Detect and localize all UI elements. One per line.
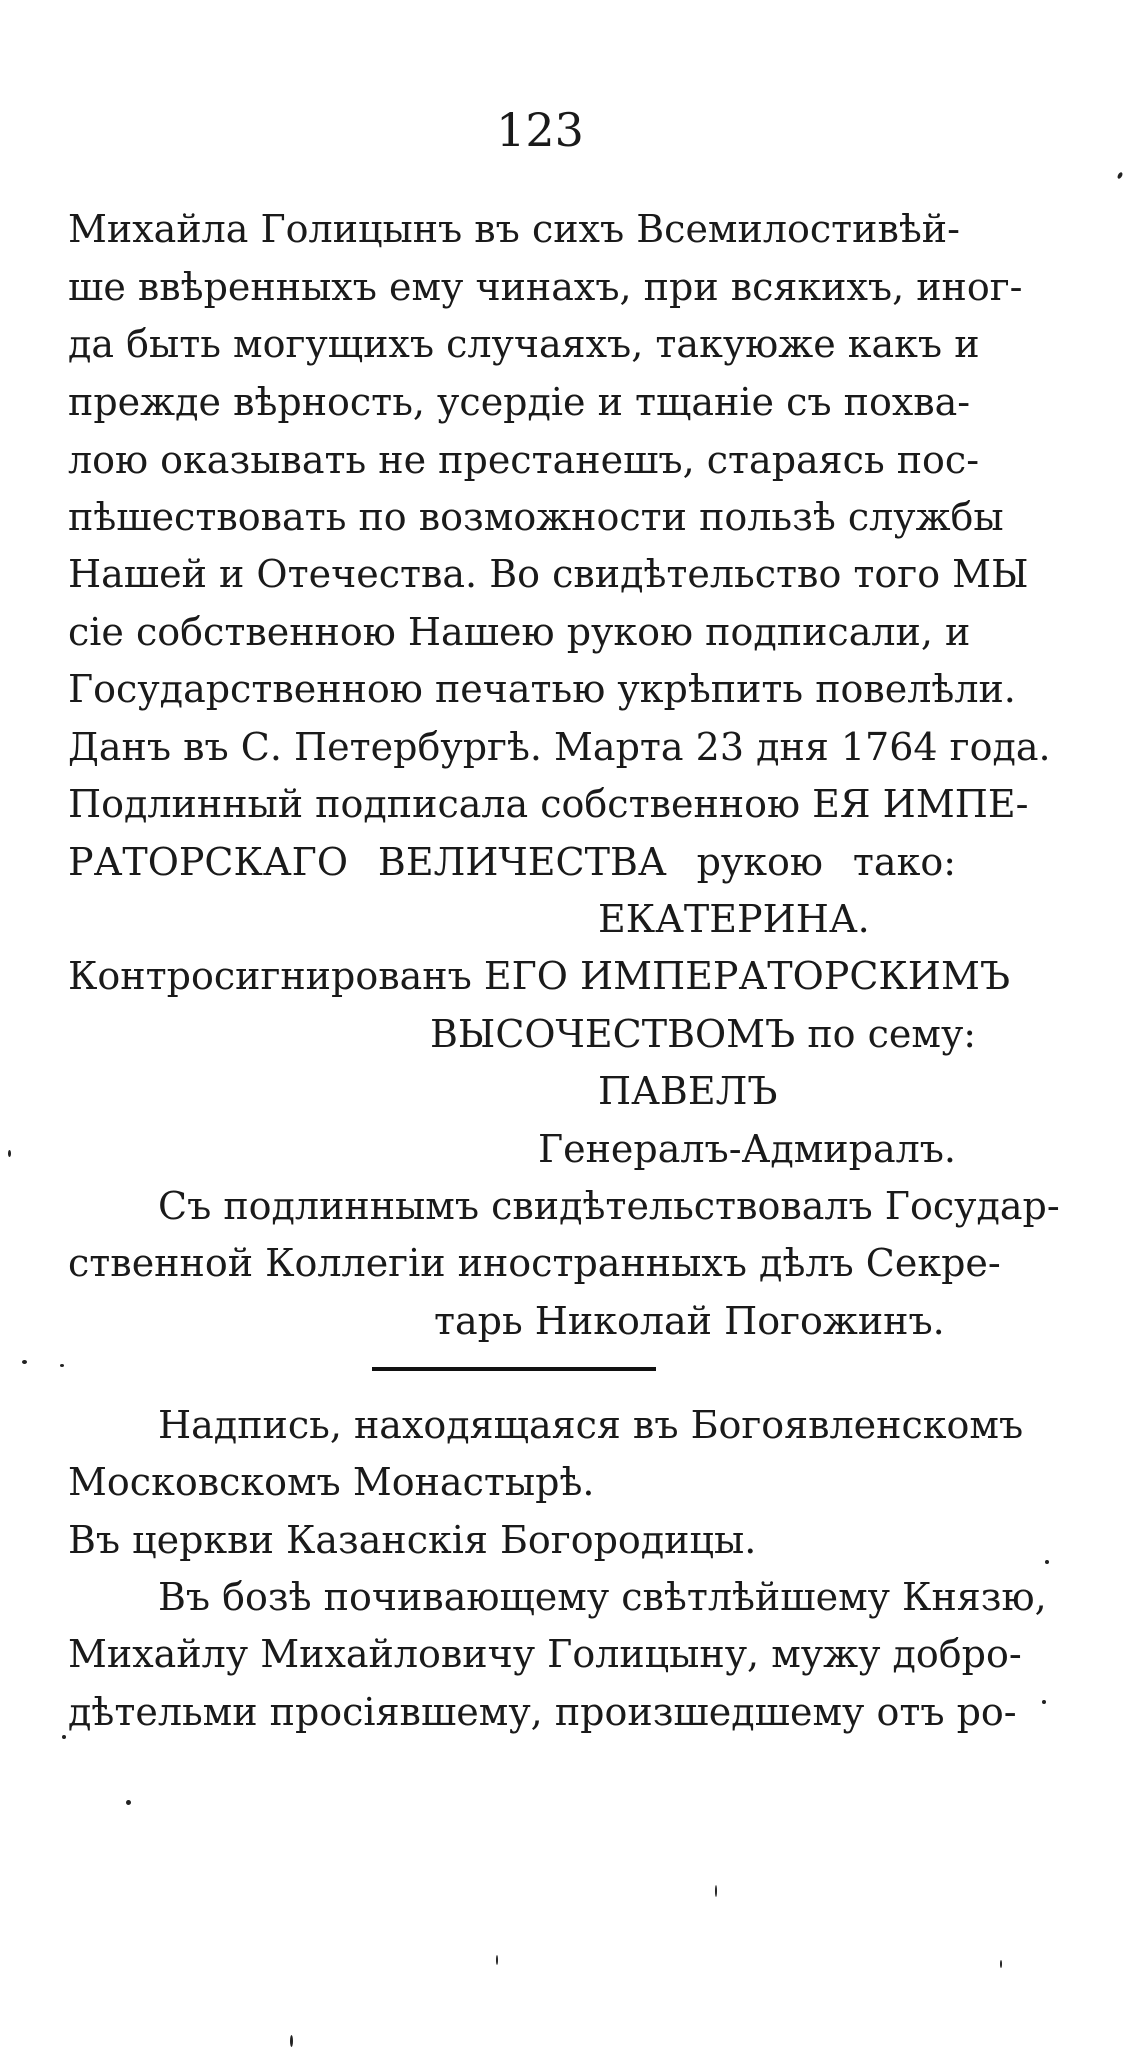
countersign-line-2: ВЫСОЧЕСТВОМЪ по сему: (430, 1012, 977, 1056)
signature-pavel: ПАВЕЛЪ (598, 1069, 778, 1113)
scan-speck (60, 1364, 64, 1367)
text-line-7: Нашей и Отечества. Во свидѣтельство того МЫ (68, 552, 1029, 596)
inscription-line-5: Михайлу Михайловичу Голицыну, мужу добро- (68, 1632, 1022, 1676)
text-line-6: пѣшествовать по возможности пользѣ службы (68, 495, 1004, 539)
text-line-9: Государственною печатью укрѣпить повелѣли. (68, 667, 1016, 711)
inscription-line-4: Въ бозѣ почивающему свѣтлѣйшему Князю, (158, 1575, 1047, 1619)
text-line-3: да быть могущихъ случаяхъ, такуюже какъ и (68, 322, 980, 366)
scan-speck (22, 1360, 27, 1364)
text-line-8: сіе собственною Нашею рукою подписали, и (68, 610, 971, 654)
page-number: 123 (496, 103, 584, 157)
countersign-line-1: Контросигнированъ ЕГО ИМПЕРАТОРСКИМЪ (68, 954, 1011, 998)
scan-speck (1000, 1960, 1002, 1968)
scan-speck (496, 1955, 498, 1965)
attestation-line-1: Съ подлиннымъ свидѣтельствовалъ Государ- (158, 1184, 1060, 1228)
attestation-line-3: тарь Николай Погожинъ. (434, 1299, 945, 1343)
signature-title: Генералъ-Адмиралъ. (537, 1127, 956, 1171)
inscription-line-2: Московскомъ Монастырѣ. (68, 1460, 595, 1504)
signature-ekaterina: ЕКАТЕРИНА. (598, 897, 870, 941)
scan-speck (715, 1885, 717, 1897)
inscription-line-3: Въ церкви Казанскія Богородицы. (68, 1518, 757, 1562)
text-line-10: Данъ въ С. Петербургѣ. Марта 23 дня 1764 года. (68, 725, 1051, 769)
scan-speck (290, 2035, 293, 2047)
text-line-4: прежде вѣрность, усердіе и тщаніе съ похва- (68, 380, 971, 424)
text-line-1: Михайла Голицынъ въ сихъ Всемилостивѣй- (68, 207, 960, 251)
inscription-line-6: дѣтельми просіявшему, произшедшему отъ ро- (68, 1690, 1017, 1734)
scan-speck (62, 1735, 66, 1739)
scan-speck (1045, 1560, 1049, 1564)
text-line-12: РАТОРСКАГО ВЕЛИЧЕСТВА рукою тако: (68, 840, 956, 884)
scan-speck (1117, 171, 1124, 179)
scan-speck (126, 1800, 131, 1805)
inscription-line-1: Надпись, находящаяся въ Богоявленскомъ (158, 1403, 1024, 1447)
section-divider (372, 1367, 656, 1371)
text-line-2: ше ввѣренныхъ ему чинахъ, при всякихъ, иног- (68, 265, 1023, 309)
scan-speck (1042, 1700, 1046, 1704)
text-line-11: Подлинный подписала собственною ЕЯ ИМПЕ- (68, 782, 1029, 826)
text-line-5: лою оказывать не престанешъ, стараясь пос- (68, 438, 980, 482)
scan-speck (8, 1150, 11, 1157)
attestation-line-2: ственной Коллегіи иностранныхъ дѣлъ Секре- (68, 1241, 1001, 1285)
